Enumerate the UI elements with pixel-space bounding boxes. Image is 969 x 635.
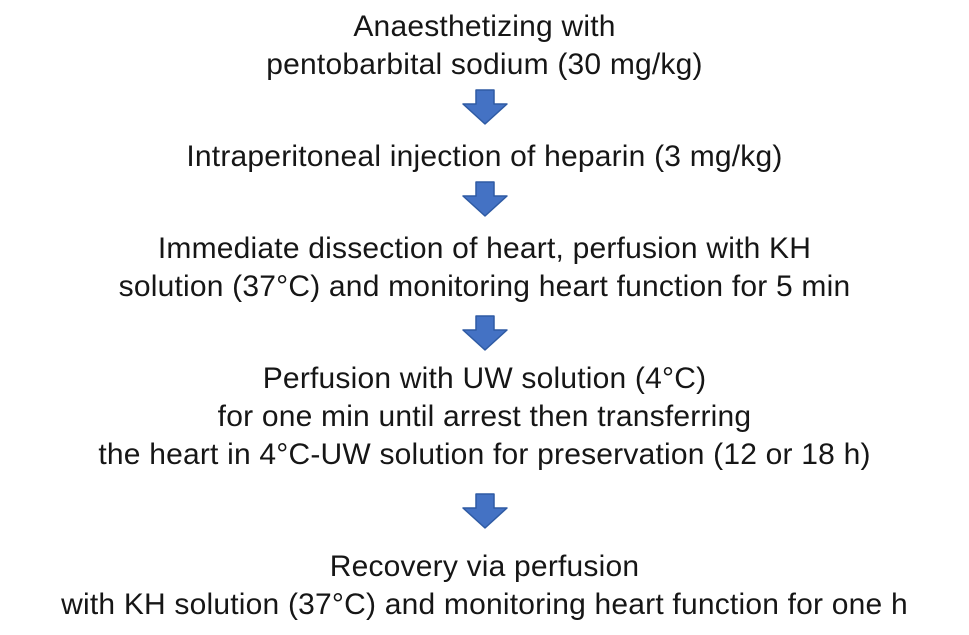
step-line: the heart in 4°C-UW solution for preservation (12 or 18 h) [98,438,871,471]
step-line: solution (37°C) and monitoring heart function for 5 min [118,270,851,303]
step-dissection-kh-perfusion [119,230,851,306]
step-recovery-perfusion [61,548,908,624]
step-line: pentobarbital sodium (30 mg/kg) [266,48,703,81]
step-line: Recovery via perfusion [329,550,640,583]
step-line: Perfusion with UW solution (4°C) [262,362,707,395]
down-arrow-icon [461,315,509,351]
step-line: for one min until arrest then transferring [217,400,752,433]
step-uw-perfusion-preservation [98,360,870,474]
step-heparin-injection [186,138,782,176]
step-anaesthetizing [266,8,702,84]
down-arrow-icon [461,181,509,217]
down-arrow-icon [461,89,509,125]
step-line: with KH solution (37°C) and monitoring heart function for one h [61,588,908,621]
down-arrow-icon [461,493,509,529]
step-line: Anaesthetizing with [353,10,616,43]
step-line: Immediate dissection of heart, perfusion with KH [157,232,812,265]
step-line: Intraperitoneal injection of heparin (3 mg/kg) [186,140,783,173]
